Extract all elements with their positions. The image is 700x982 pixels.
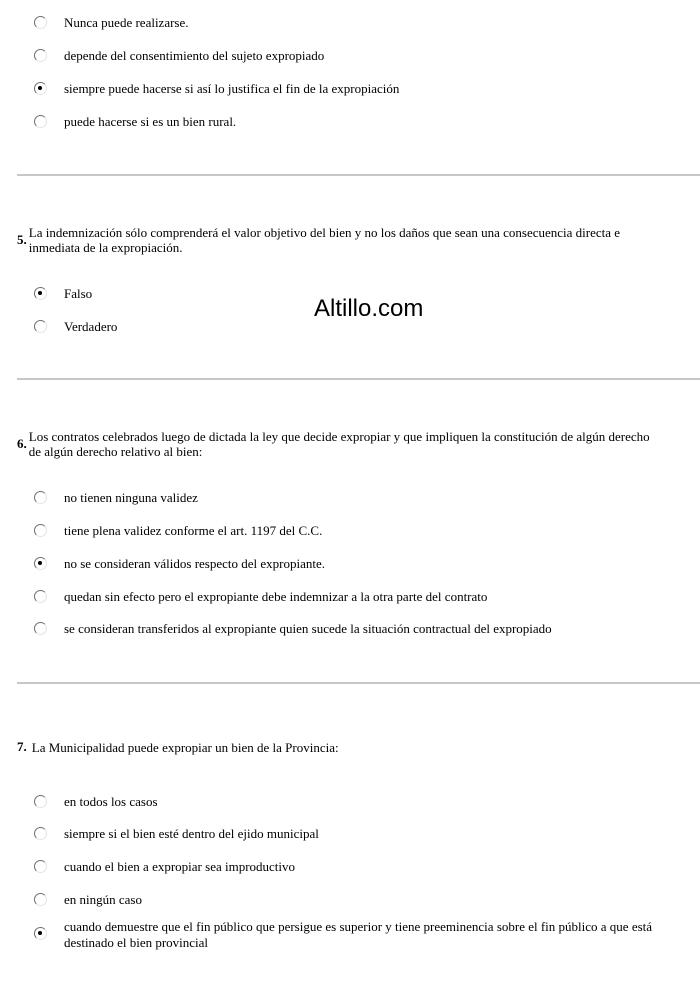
q7-option[interactable] <box>34 919 700 951</box>
q5-option-radio[interactable] <box>34 287 47 300</box>
q6-option[interactable] <box>34 556 700 572</box>
q4-option[interactable] <box>34 48 700 64</box>
q4-option-label: puede hacerse si es un bien rural. <box>64 114 237 129</box>
q4-option-radio[interactable] <box>34 16 47 29</box>
q7-option-radio[interactable] <box>34 827 47 840</box>
q5-option-label: Falso <box>64 286 93 301</box>
q6-option[interactable] <box>34 621 700 637</box>
q6-option-radio[interactable] <box>34 491 47 504</box>
question-text: La Municipalidad puede expropiar un bien de la Provincia: <box>31 739 339 755</box>
q6-option[interactable] <box>34 523 700 539</box>
q7-option[interactable] <box>34 794 700 810</box>
q7-option-radio[interactable] <box>34 893 47 906</box>
question-text <box>29 225 620 255</box>
question-text-line: La indemnización sólo comprenderá el valor objetivo del bien y no los daños que sean una consecuencia directa e <box>28 225 621 240</box>
question-number: 5. <box>17 232 27 247</box>
question-divider <box>17 378 700 380</box>
q5-option-label: Verdadero <box>64 319 118 334</box>
q6-option-label: no tienen ninguna validez <box>64 490 198 505</box>
q4-option-radio[interactable] <box>34 82 47 95</box>
q7-option[interactable] <box>34 859 700 875</box>
question-text <box>29 429 650 459</box>
q5-option-radio[interactable] <box>34 320 47 333</box>
q6-option-radio[interactable] <box>34 590 47 603</box>
q4-option-label: depende del consentimiento del sujeto expropiado <box>64 48 325 63</box>
q6-option-label: tiene plena validez conforme el art. 1197 del C.C. <box>64 523 323 538</box>
q7-option-label: cuando el bien a expropiar sea improductivo <box>64 859 296 874</box>
question-7 <box>17 739 700 755</box>
q6-option-radio[interactable] <box>34 524 47 537</box>
q6-option-label: no se consideran válidos respecto del expropiante. <box>64 556 325 571</box>
question-divider <box>17 682 700 684</box>
q6-option[interactable] <box>34 490 700 506</box>
question-text-line: inmediata de la expropiación. <box>28 240 183 255</box>
q7-option-radio[interactable] <box>34 860 47 873</box>
question-5 <box>17 225 700 255</box>
question-number: 6. <box>17 436 27 451</box>
q7-option-label: siempre si el bien esté dentro del ejido municipal <box>64 826 319 841</box>
q6-option[interactable] <box>34 589 700 605</box>
q4-option-radio[interactable] <box>34 49 47 62</box>
question-6 <box>17 429 700 459</box>
q4-option[interactable] <box>34 114 700 130</box>
q7-option-label: cuando demuestre que el fin público que persigue es superior y tiene preeminencia sobre el fin público a que está destinado el bien provincial <box>64 919 653 950</box>
q7-option-label: en ningún caso <box>64 892 142 907</box>
question-text-line: de algún derecho relativo al bien: <box>28 444 203 459</box>
question-text-line: Los contratos celebrados luego de dictada la ley que decide expropiar y que impliquen la constitución de algún derecho <box>28 429 650 444</box>
q6-option-radio[interactable] <box>34 622 47 635</box>
q7-option-radio[interactable] <box>34 927 47 940</box>
question-number: 7. <box>17 739 27 754</box>
q7-option[interactable] <box>34 892 700 908</box>
q4-option-radio[interactable] <box>34 115 47 128</box>
watermark-text: Altillo.com <box>314 295 424 322</box>
q4-option-label: Nunca puede realizarse. <box>64 15 189 30</box>
q6-option-label: se consideran transferidos al expropiante quien sucede la situación contractual del expropiado <box>64 621 552 636</box>
q6-option-label: quedan sin efecto pero el expropiante debe indemnizar a la otra parte del contrato <box>64 589 488 604</box>
question-divider <box>17 174 700 176</box>
q7-option-radio[interactable] <box>34 795 47 808</box>
q6-option-radio[interactable] <box>34 557 47 570</box>
q4-option[interactable] <box>34 81 700 97</box>
q7-option[interactable] <box>34 826 700 842</box>
q7-option-label: en todos los casos <box>64 794 158 809</box>
q4-option[interactable] <box>34 15 700 31</box>
q4-option-label: siempre puede hacerse si así lo justifica el fin de la expropiación <box>64 81 400 96</box>
